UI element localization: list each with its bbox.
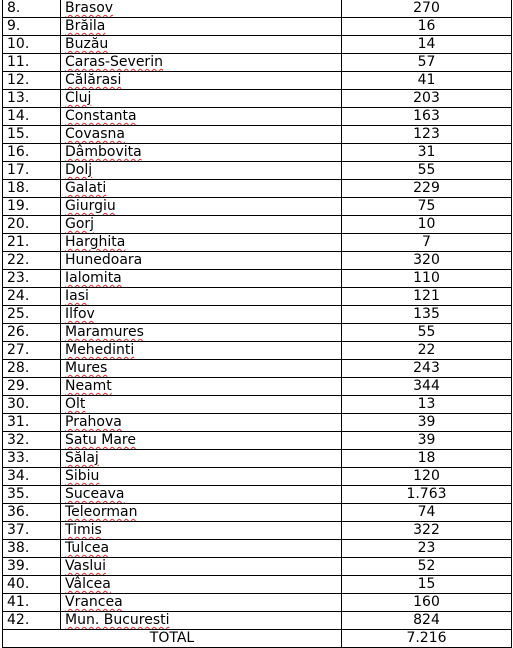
row-number: 28. — [3, 360, 61, 378]
row-number: 39. — [3, 558, 61, 576]
table-row — [3, 540, 512, 558]
table-row — [3, 234, 512, 252]
county-cell — [61, 450, 342, 468]
county-name: Prahova — [65, 414, 122, 430]
county-cell — [61, 612, 342, 630]
row-number: 35. — [3, 486, 61, 504]
county-name: Satu Mare — [65, 432, 136, 448]
table-row — [3, 252, 512, 270]
count-value: 14 — [342, 36, 512, 54]
county-name: Vâlcea — [65, 576, 111, 592]
count-value: 824 — [342, 612, 512, 630]
count-value: 121 — [342, 288, 512, 306]
row-number: 36. — [3, 504, 61, 522]
county-name: Tulcea — [65, 540, 110, 556]
count-value: 10 — [342, 216, 512, 234]
row-number: 9. — [3, 18, 61, 36]
count-value: 123 — [342, 126, 512, 144]
county-cell — [61, 0, 342, 18]
table-row — [3, 288, 512, 306]
county-cell — [61, 288, 342, 306]
table-row — [3, 144, 512, 162]
county-cell — [61, 72, 342, 90]
count-value: 7 — [342, 234, 512, 252]
row-number: 12. — [3, 72, 61, 90]
county-name: Suceava — [65, 486, 125, 502]
table-row — [3, 54, 512, 72]
table-row — [3, 612, 512, 630]
count-value: 13 — [342, 396, 512, 414]
table-row — [3, 180, 512, 198]
table-row — [3, 324, 512, 342]
table-row — [3, 216, 512, 234]
county-cell — [61, 558, 342, 576]
table-row — [3, 198, 512, 216]
row-number: 11. — [3, 54, 61, 72]
county-cell — [61, 108, 342, 126]
row-number: 19. — [3, 198, 61, 216]
count-value: 75 — [342, 198, 512, 216]
table-row — [3, 126, 512, 144]
table-body — [3, 0, 512, 630]
document-page — [2, 0, 511, 648]
row-number: 13. — [3, 90, 61, 108]
county-cell — [61, 144, 342, 162]
count-value: 15 — [342, 576, 512, 594]
table-row — [3, 270, 512, 288]
count-value: 18 — [342, 450, 512, 468]
county-name: Iasi — [65, 288, 89, 304]
row-number: 22. — [3, 252, 61, 270]
row-number: 17. — [3, 162, 61, 180]
row-number: 33. — [3, 450, 61, 468]
county-cell — [61, 576, 342, 594]
county-cell — [61, 180, 342, 198]
count-value: 110 — [342, 270, 512, 288]
county-cell — [61, 522, 342, 540]
total-row — [3, 630, 512, 648]
table-row — [3, 360, 512, 378]
row-number: 21. — [3, 234, 61, 252]
row-number: 25. — [3, 306, 61, 324]
table-row — [3, 594, 512, 612]
county-cell — [61, 540, 342, 558]
table-row — [3, 576, 512, 594]
table-row — [3, 414, 512, 432]
county-name: Buzău — [65, 36, 109, 52]
count-value: 55 — [342, 324, 512, 342]
county-cell — [61, 216, 342, 234]
count-value: 23 — [342, 540, 512, 558]
county-name: Călărasi — [65, 72, 122, 88]
county-cell — [61, 126, 342, 144]
table-row — [3, 468, 512, 486]
table-row — [3, 36, 512, 54]
count-value: 344 — [342, 378, 512, 396]
count-value: 203 — [342, 90, 512, 108]
count-value: 135 — [342, 306, 512, 324]
count-value: 55 — [342, 162, 512, 180]
count-value: 270 — [342, 0, 512, 18]
county-cell — [61, 378, 342, 396]
row-number: 38. — [3, 540, 61, 558]
county-name: Neamt — [65, 378, 112, 394]
table-row — [3, 450, 512, 468]
row-number: 29. — [3, 378, 61, 396]
row-number: 14. — [3, 108, 61, 126]
row-number: 34. — [3, 468, 61, 486]
count-value: 322 — [342, 522, 512, 540]
table-row — [3, 486, 512, 504]
county-cell — [61, 306, 342, 324]
county-name: Teleorman — [65, 504, 138, 520]
county-name: Covasna — [65, 126, 125, 142]
county-cell — [61, 234, 342, 252]
count-value: 39 — [342, 414, 512, 432]
row-number: 42. — [3, 612, 61, 630]
row-number: 20. — [3, 216, 61, 234]
county-name: Galati — [65, 180, 107, 196]
count-value: 39 — [342, 432, 512, 450]
county-name: Mures — [65, 360, 108, 376]
county-name: Dolj — [65, 162, 93, 178]
table-row — [3, 432, 512, 450]
count-value: 320 — [342, 252, 512, 270]
county-name: Gorj — [65, 216, 95, 232]
county-cell — [61, 414, 342, 432]
count-value: 52 — [342, 558, 512, 576]
row-number: 31. — [3, 414, 61, 432]
county-name: Sălaj — [65, 450, 99, 466]
county-name: Sibiu — [65, 468, 100, 484]
row-number: 27. — [3, 342, 61, 360]
count-value: 160 — [342, 594, 512, 612]
row-number: 32. — [3, 432, 61, 450]
row-number: 15. — [3, 126, 61, 144]
county-name: Caras-Severin — [65, 54, 163, 70]
county-cell — [61, 198, 342, 216]
table-row — [3, 522, 512, 540]
row-number: 24. — [3, 288, 61, 306]
count-value: 243 — [342, 360, 512, 378]
row-number: 18. — [3, 180, 61, 198]
row-number: 37. — [3, 522, 61, 540]
table-row — [3, 108, 512, 126]
table-row — [3, 306, 512, 324]
county-cell — [61, 486, 342, 504]
county-name: Ialomita — [65, 270, 122, 286]
county-name: Olt — [65, 396, 86, 412]
county-cell — [61, 36, 342, 54]
county-cell — [61, 18, 342, 36]
county-name: Constanta — [65, 108, 137, 124]
county-name: Harghita — [65, 234, 126, 250]
row-number: 16. — [3, 144, 61, 162]
row-number: 8. — [3, 0, 61, 18]
county-name: Vrancea — [65, 594, 123, 610]
county-name: Giurgiu — [65, 198, 116, 214]
county-cell — [61, 324, 342, 342]
table-row — [3, 396, 512, 414]
count-value: 74 — [342, 504, 512, 522]
row-number: 10. — [3, 36, 61, 54]
count-value: 41 — [342, 72, 512, 90]
table-row — [3, 18, 512, 36]
table-row — [3, 378, 512, 396]
county-name: Mun. Bucuresti — [65, 612, 170, 628]
row-number: 41. — [3, 594, 61, 612]
county-name: Cluj — [65, 90, 92, 106]
county-name: Brăila — [65, 18, 106, 34]
count-value: 229 — [342, 180, 512, 198]
county-name: Ilfov — [65, 306, 95, 322]
table-row — [3, 0, 512, 18]
table-row — [3, 90, 512, 108]
count-value: 1.763 — [342, 486, 512, 504]
row-number: 23. — [3, 270, 61, 288]
county-cell — [61, 396, 342, 414]
county-name: Mehedinti — [65, 342, 135, 358]
county-name: Dâmbovita — [65, 144, 142, 160]
table-row — [3, 504, 512, 522]
row-number: 26. — [3, 324, 61, 342]
count-value: 16 — [342, 18, 512, 36]
county-cell — [61, 468, 342, 486]
count-value: 31 — [342, 144, 512, 162]
county-cell — [61, 342, 342, 360]
table-row — [3, 72, 512, 90]
county-cell — [61, 162, 342, 180]
county-cell — [61, 504, 342, 522]
row-number: 30. — [3, 396, 61, 414]
count-value: 163 — [342, 108, 512, 126]
county-cell — [61, 90, 342, 108]
county-cell — [61, 432, 342, 450]
count-value: 22 — [342, 342, 512, 360]
county-table — [2, 0, 512, 648]
county-name: Hunedoara — [65, 252, 143, 268]
count-value: 120 — [342, 468, 512, 486]
county-name: Vaslui — [65, 558, 107, 574]
total-label: TOTAL — [3, 630, 342, 648]
count-value: 57 — [342, 54, 512, 72]
county-cell — [61, 54, 342, 72]
county-cell — [61, 252, 342, 270]
county-cell — [61, 270, 342, 288]
table-row — [3, 342, 512, 360]
row-number: 40. — [3, 576, 61, 594]
table-row — [3, 558, 512, 576]
county-cell — [61, 594, 342, 612]
county-name: Timis — [65, 522, 102, 538]
county-name: Brasov — [65, 0, 114, 16]
county-cell — [61, 360, 342, 378]
total-value: 7.216 — [342, 630, 512, 648]
county-name: Maramures — [65, 324, 144, 340]
table-row — [3, 162, 512, 180]
